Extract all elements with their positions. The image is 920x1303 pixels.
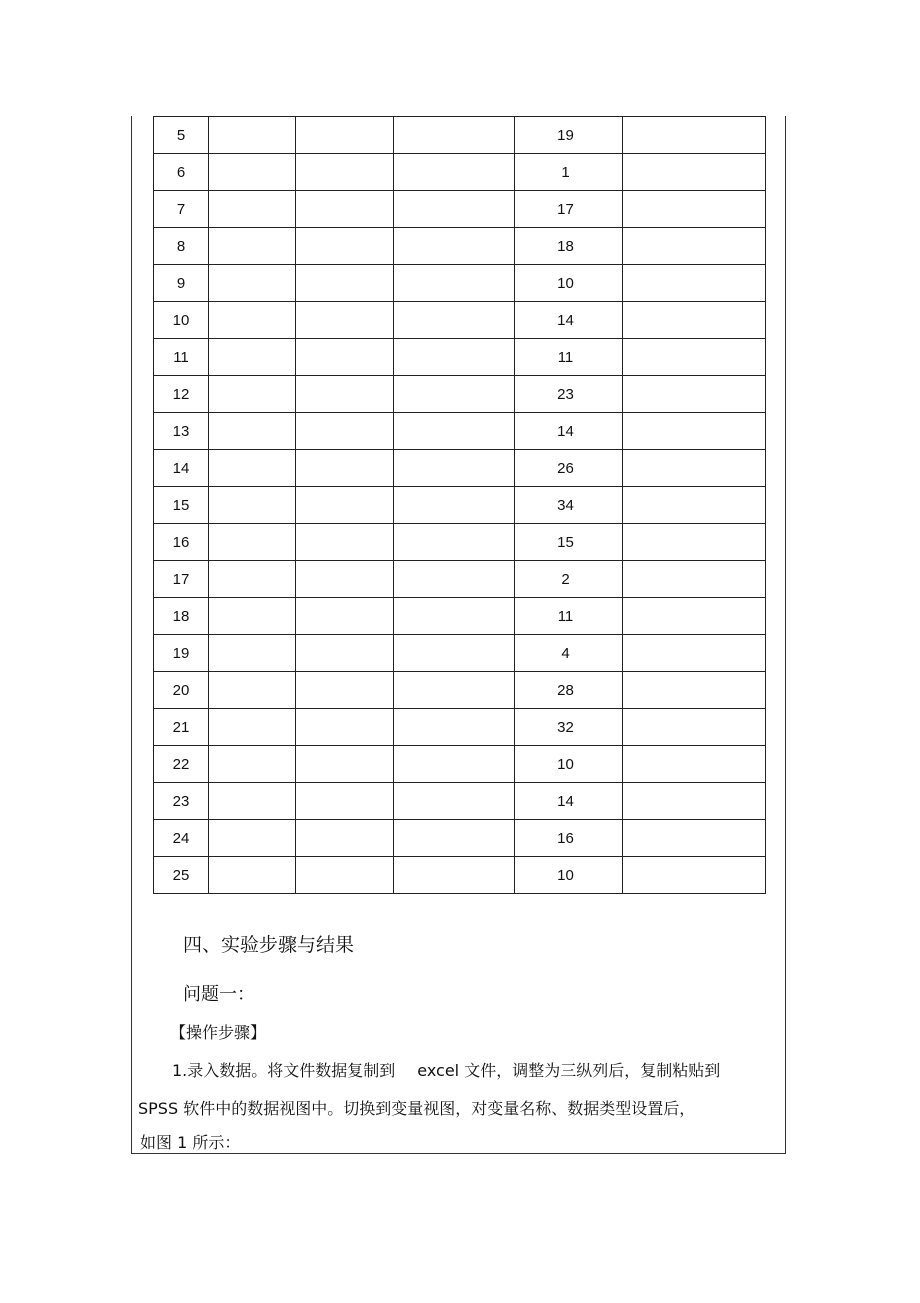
- empty-cell: [623, 746, 766, 783]
- empty-cell: [623, 709, 766, 746]
- empty-cell: [296, 820, 394, 857]
- table-row: [154, 413, 766, 450]
- empty-cell: [623, 376, 766, 413]
- paragraph-line-3: 如图 1 所示：: [140, 1133, 241, 1152]
- empty-cell: [394, 228, 515, 265]
- paragraph-line-1: [172, 1058, 720, 1081]
- empty-cell: [296, 635, 394, 672]
- value-cell: 16: [515, 820, 623, 857]
- empty-cell: [209, 672, 296, 709]
- steps-label: 【操作步骤】: [170, 1023, 267, 1042]
- empty-cell: [296, 339, 394, 376]
- data-table-body: [154, 117, 766, 894]
- empty-cell: [623, 413, 766, 450]
- empty-cell: [209, 561, 296, 598]
- empty-cell: [394, 117, 515, 154]
- empty-cell: [296, 857, 394, 894]
- empty-cell: [394, 857, 515, 894]
- empty-cell: [394, 709, 515, 746]
- empty-cell: [394, 672, 515, 709]
- empty-cell: [209, 487, 296, 524]
- empty-cell: [209, 450, 296, 487]
- row-number-cell: 21: [154, 709, 209, 746]
- value-cell: 14: [515, 302, 623, 339]
- empty-cell: [296, 524, 394, 561]
- value-cell: 19: [515, 117, 623, 154]
- data-table: [153, 116, 766, 894]
- empty-cell: [394, 598, 515, 635]
- empty-cell: [296, 228, 394, 265]
- paragraph-line-1-part-b: excel 文件，调整为三纵列后，复制粘贴到: [417, 1061, 721, 1080]
- table-row: [154, 524, 766, 561]
- empty-cell: [209, 783, 296, 820]
- table-row: [154, 450, 766, 487]
- empty-cell: [394, 820, 515, 857]
- value-cell: 2: [515, 561, 623, 598]
- empty-cell: [296, 302, 394, 339]
- empty-cell: [623, 598, 766, 635]
- empty-cell: [296, 191, 394, 228]
- empty-cell: [209, 598, 296, 635]
- empty-cell: [623, 228, 766, 265]
- empty-cell: [394, 487, 515, 524]
- empty-cell: [296, 746, 394, 783]
- empty-cell: [394, 154, 515, 191]
- value-cell: 4: [515, 635, 623, 672]
- empty-cell: [296, 450, 394, 487]
- empty-cell: [209, 376, 296, 413]
- row-number-cell: 17: [154, 561, 209, 598]
- row-number-cell: 16: [154, 524, 209, 561]
- table-row: [154, 561, 766, 598]
- value-cell: 32: [515, 709, 623, 746]
- table-row: [154, 376, 766, 413]
- empty-cell: [296, 265, 394, 302]
- value-cell: 15: [515, 524, 623, 561]
- empty-cell: [209, 635, 296, 672]
- empty-cell: [296, 561, 394, 598]
- empty-cell: [394, 339, 515, 376]
- empty-cell: [623, 487, 766, 524]
- row-number-cell: 5: [154, 117, 209, 154]
- empty-cell: [623, 672, 766, 709]
- empty-cell: [209, 857, 296, 894]
- empty-cell: [394, 783, 515, 820]
- empty-cell: [623, 820, 766, 857]
- value-cell: 26: [515, 450, 623, 487]
- table-row: [154, 709, 766, 746]
- value-cell: 1: [515, 154, 623, 191]
- empty-cell: [623, 783, 766, 820]
- value-cell: 10: [515, 746, 623, 783]
- empty-cell: [394, 376, 515, 413]
- value-cell: 11: [515, 339, 623, 376]
- question-label: 问题一：: [183, 984, 255, 1005]
- empty-cell: [296, 154, 394, 191]
- empty-cell: [623, 524, 766, 561]
- empty-cell: [623, 117, 766, 154]
- value-cell: 10: [515, 857, 623, 894]
- table-row: [154, 598, 766, 635]
- value-cell: 17: [515, 191, 623, 228]
- value-cell: 10: [515, 265, 623, 302]
- value-cell: 18: [515, 228, 623, 265]
- table-row: [154, 265, 766, 302]
- table-row: [154, 487, 766, 524]
- empty-cell: [394, 524, 515, 561]
- row-number-cell: 15: [154, 487, 209, 524]
- empty-cell: [623, 857, 766, 894]
- table-row: [154, 302, 766, 339]
- empty-cell: [623, 191, 766, 228]
- section-heading: 四、实验步骤与结果: [183, 934, 355, 956]
- empty-cell: [296, 487, 394, 524]
- empty-cell: [296, 413, 394, 450]
- empty-cell: [209, 265, 296, 302]
- empty-cell: [296, 783, 394, 820]
- empty-cell: [623, 154, 766, 191]
- value-cell: 28: [515, 672, 623, 709]
- table-row: [154, 746, 766, 783]
- empty-cell: [209, 524, 296, 561]
- empty-cell: [394, 265, 515, 302]
- empty-cell: [209, 339, 296, 376]
- row-number-cell: 13: [154, 413, 209, 450]
- empty-cell: [209, 228, 296, 265]
- empty-cell: [394, 561, 515, 598]
- row-number-cell: 14: [154, 450, 209, 487]
- row-number-cell: 7: [154, 191, 209, 228]
- empty-cell: [296, 117, 394, 154]
- empty-cell: [623, 561, 766, 598]
- row-number-cell: 12: [154, 376, 209, 413]
- empty-cell: [209, 302, 296, 339]
- row-number-cell: 8: [154, 228, 209, 265]
- table-row: [154, 154, 766, 191]
- value-cell: 14: [515, 413, 623, 450]
- value-cell: 11: [515, 598, 623, 635]
- row-number-cell: 25: [154, 857, 209, 894]
- row-number-cell: 23: [154, 783, 209, 820]
- table-row: [154, 339, 766, 376]
- row-number-cell: 20: [154, 672, 209, 709]
- table-row: [154, 672, 766, 709]
- table-row: [154, 783, 766, 820]
- empty-cell: [623, 450, 766, 487]
- table-row: [154, 228, 766, 265]
- value-cell: 14: [515, 783, 623, 820]
- empty-cell: [296, 672, 394, 709]
- empty-cell: [394, 191, 515, 228]
- empty-cell: [296, 598, 394, 635]
- row-number-cell: 22: [154, 746, 209, 783]
- row-number-cell: 19: [154, 635, 209, 672]
- empty-cell: [394, 635, 515, 672]
- empty-cell: [296, 709, 394, 746]
- empty-cell: [394, 746, 515, 783]
- empty-cell: [209, 709, 296, 746]
- table-row: [154, 117, 766, 154]
- empty-cell: [209, 154, 296, 191]
- empty-cell: [209, 117, 296, 154]
- empty-cell: [623, 339, 766, 376]
- empty-cell: [623, 265, 766, 302]
- empty-cell: [209, 191, 296, 228]
- empty-cell: [209, 413, 296, 450]
- empty-cell: [296, 376, 394, 413]
- row-number-cell: 10: [154, 302, 209, 339]
- empty-cell: [623, 635, 766, 672]
- empty-cell: [209, 746, 296, 783]
- empty-cell: [394, 450, 515, 487]
- table-row: [154, 635, 766, 672]
- table-row: [154, 191, 766, 228]
- row-number-cell: 24: [154, 820, 209, 857]
- value-cell: 23: [515, 376, 623, 413]
- empty-cell: [394, 413, 515, 450]
- value-cell: 34: [515, 487, 623, 524]
- row-number-cell: 6: [154, 154, 209, 191]
- row-number-cell: 18: [154, 598, 209, 635]
- row-number-cell: 9: [154, 265, 209, 302]
- table-row: [154, 857, 766, 894]
- row-number-cell: 11: [154, 339, 209, 376]
- empty-cell: [623, 302, 766, 339]
- paragraph-line-2: SPSS 软件中的数据视图中。切换到变量视图，对变量名称、数据类型设置后，: [138, 1099, 696, 1118]
- empty-cell: [394, 302, 515, 339]
- empty-cell: [209, 820, 296, 857]
- paragraph-line-1-part-a: 1.录入数据。将文件数据复制到: [172, 1061, 396, 1080]
- table-row: [154, 820, 766, 857]
